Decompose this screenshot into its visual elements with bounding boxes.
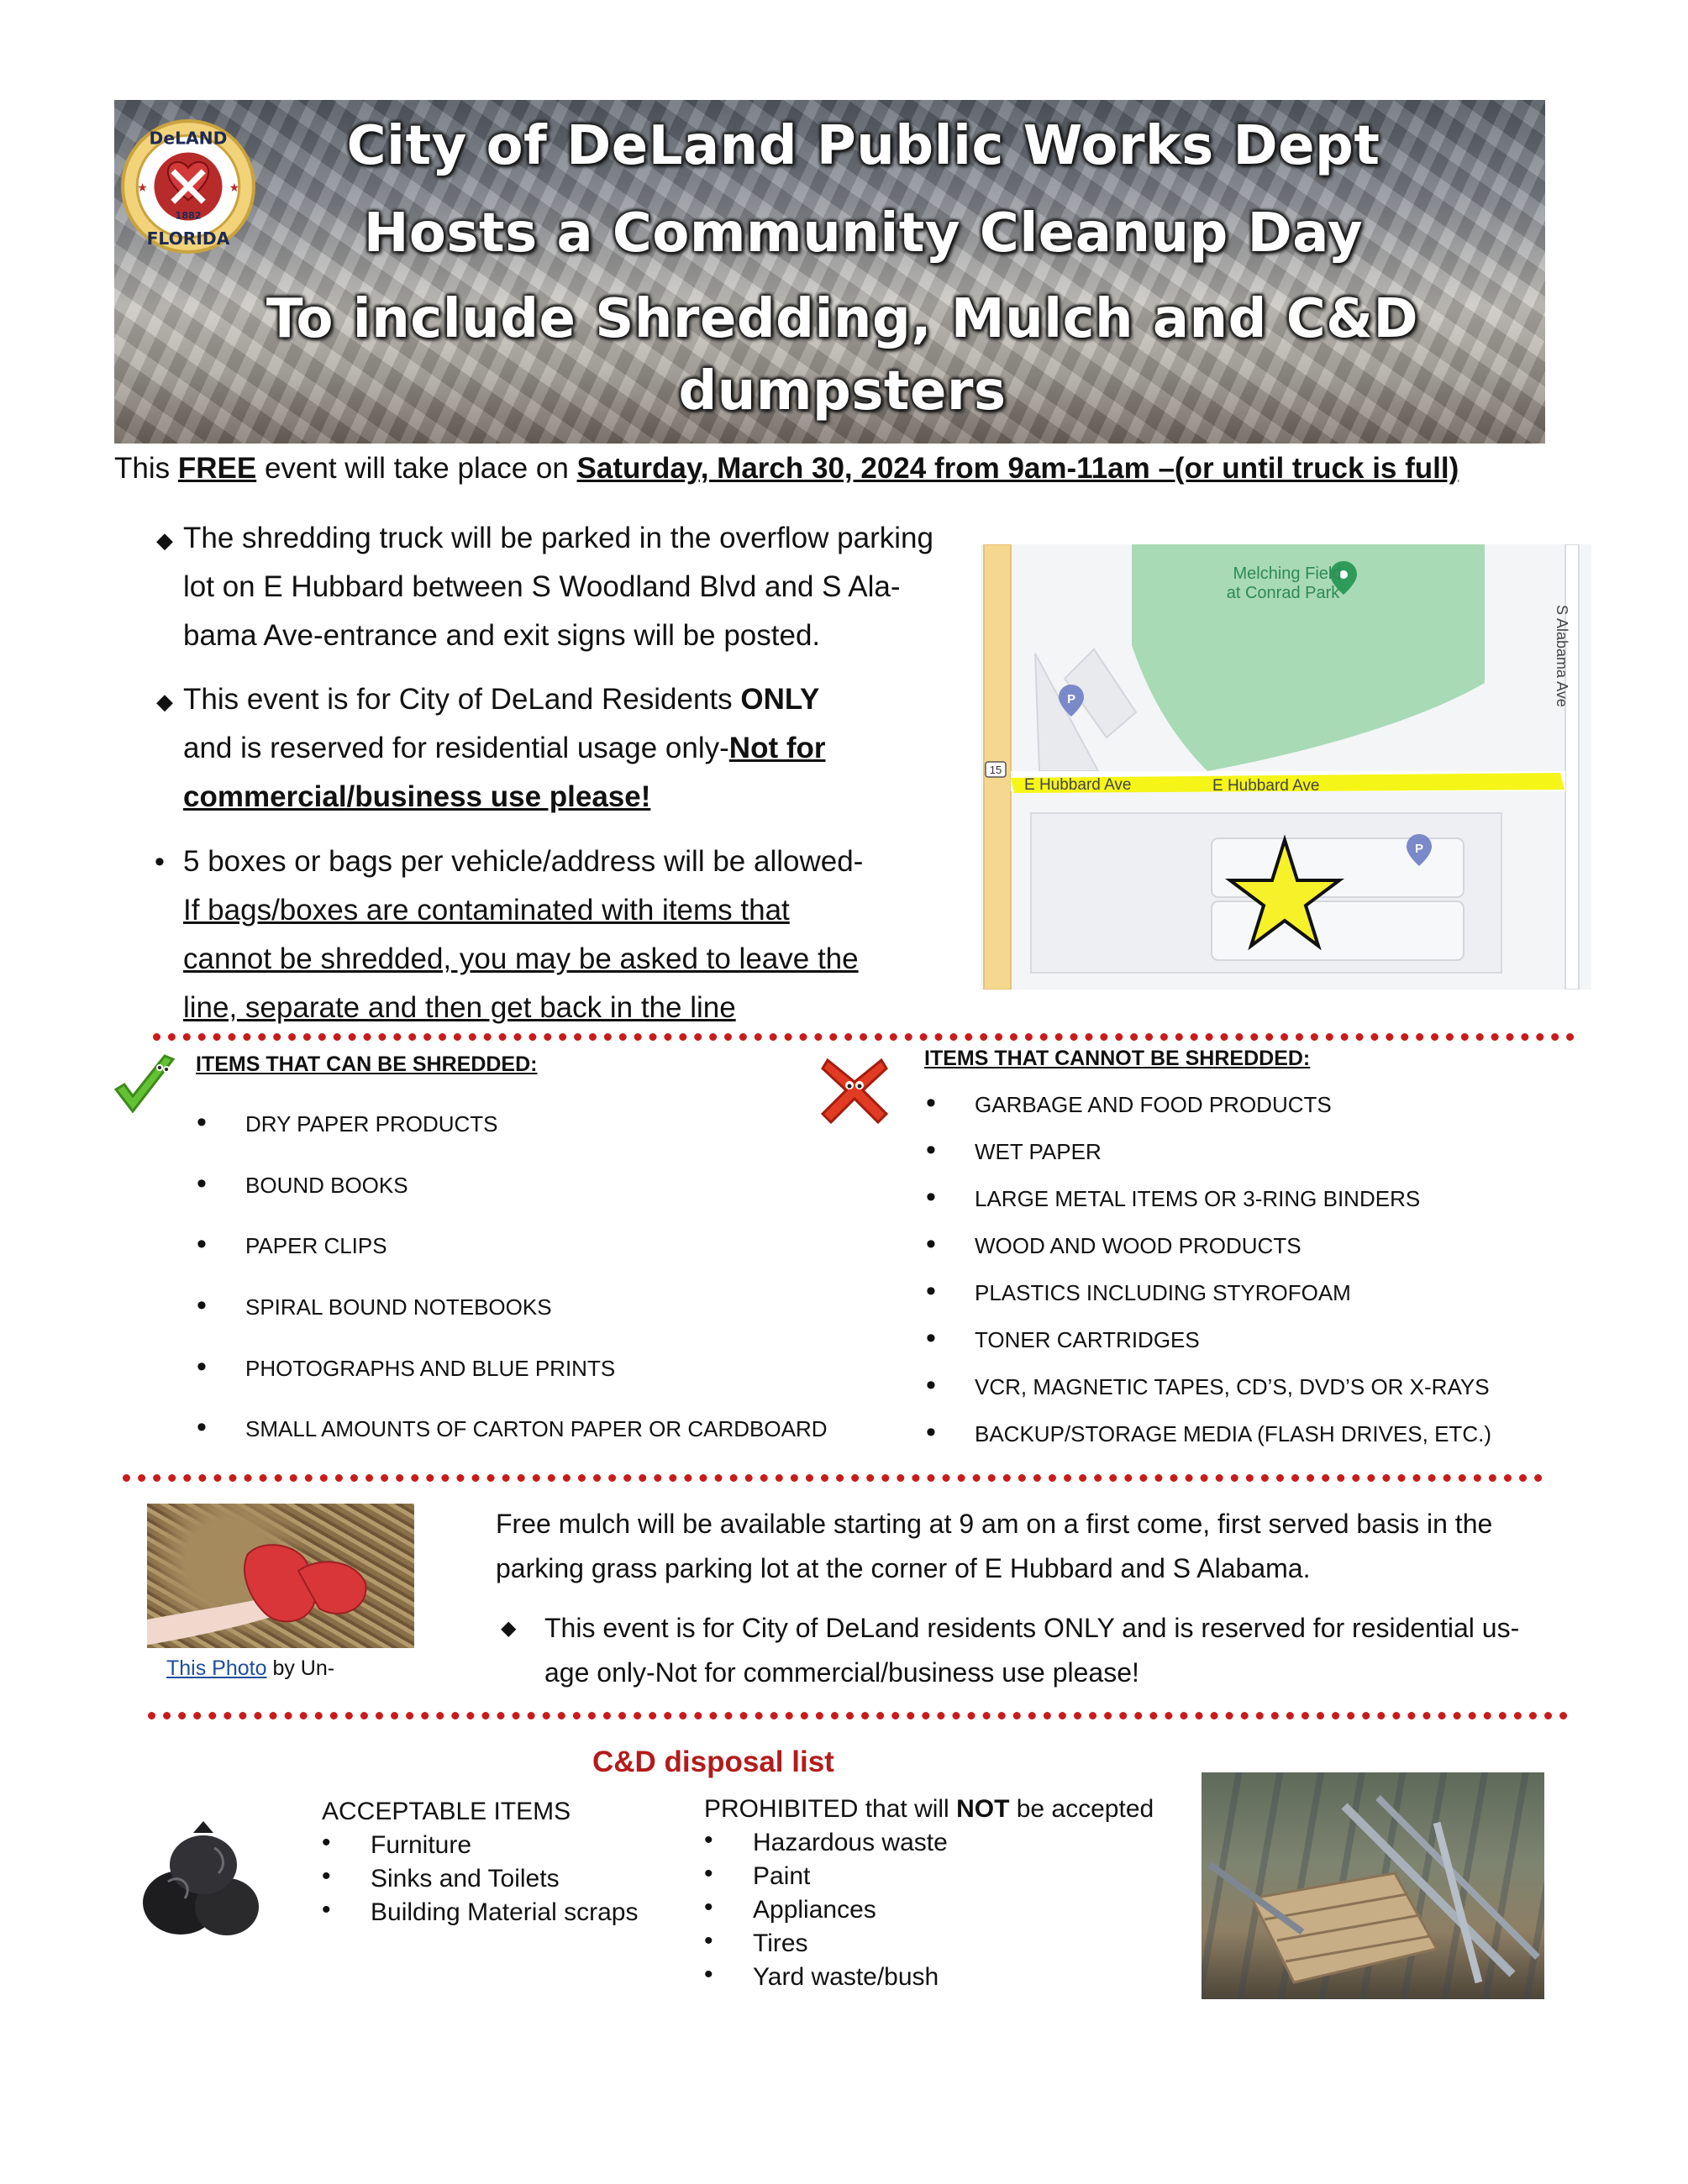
list-item: • Paint bbox=[704, 1860, 811, 1890]
event-intro bbox=[114, 452, 1459, 486]
list-item: • BACKUP/STORAGE MEDIA (FLASH DRIVES, ETC.) bbox=[926, 1416, 1491, 1448]
intro-prefix: This bbox=[114, 452, 178, 485]
intro-middle: event will take place on bbox=[256, 452, 577, 485]
list-item: • Hazardous waste bbox=[704, 1826, 948, 1856]
list-item: • Building Material scraps bbox=[322, 1896, 639, 1926]
banner-line-2: Hosts a Community Cleanup Day bbox=[363, 202, 1364, 265]
list-item: • Furniture bbox=[322, 1829, 472, 1859]
list-item: • Yard waste/bush bbox=[704, 1961, 939, 1991]
list-item: • Tires bbox=[704, 1927, 808, 1957]
mulch-photo bbox=[147, 1504, 414, 1648]
can-shred-heading: ITEMS THAT CAN BE SHREDDED: bbox=[196, 1053, 538, 1076]
dotted-divider bbox=[148, 1712, 1568, 1719]
list-item: • Appliances bbox=[704, 1893, 876, 1924]
dotted-divider bbox=[123, 1474, 1543, 1482]
photo-link[interactable]: This Photo bbox=[166, 1656, 267, 1680]
prohibited-heading: PROHIBITED that will NOT be accepted bbox=[704, 1795, 1154, 1823]
bullet-3-line-3: cannot be shredded, you may be asked to leave the bbox=[183, 942, 859, 975]
trash-bags-icon bbox=[134, 1814, 260, 1940]
list-item: • WET PAPER bbox=[926, 1134, 1102, 1166]
park-label-1: Melching Field bbox=[1233, 564, 1342, 583]
bullet-1-line-3: bama Ave-entrance and exit signs will be posted. bbox=[183, 619, 821, 652]
list-item: • SMALL AMOUNTS OF CARTON PAPER OR CARDBOARD bbox=[197, 1411, 828, 1443]
event-date: Saturday, March 30, 2024 from 9am-11am –(or until truck is full) bbox=[576, 452, 1459, 485]
location-map bbox=[981, 544, 1591, 990]
list-item: • LARGE METAL ITEMS OR 3-RING BINDERS bbox=[926, 1181, 1421, 1213]
street-label-vertical: S Alabama Ave bbox=[1554, 605, 1570, 707]
bullet-2-line-1: This event is for City of DeLand Residents ONLY bbox=[183, 683, 820, 716]
acceptable-heading: ACCEPTABLE ITEMS bbox=[322, 1798, 571, 1825]
list-item: • SPIRAL BOUND NOTEBOOKS bbox=[197, 1289, 552, 1321]
bullet-2-line-3: commercial/business use please! bbox=[183, 780, 651, 813]
park-label-2: at Conrad Park bbox=[1226, 584, 1340, 602]
checkmark-icon bbox=[111, 1053, 180, 1121]
list-item: • DRY PAPER PRODUCTS bbox=[197, 1106, 498, 1138]
list-item: • PAPER CLIPS bbox=[197, 1228, 387, 1260]
parking-letter-2: P bbox=[1414, 842, 1424, 856]
cannot-shred-heading: ITEMS THAT CANNOT BE SHREDDED: bbox=[924, 1047, 1311, 1070]
street-label-left: E Hubbard Ave bbox=[1024, 776, 1132, 794]
list-item: • GARBAGE AND FOOD PRODUCTS bbox=[926, 1087, 1332, 1119]
list-item: • VCR, MAGNETIC TAPES, CD’S, DVD’S OR X-RAYS bbox=[926, 1369, 1490, 1401]
bullet-3-line-4: line, separate and then get back in the line bbox=[183, 991, 736, 1024]
bullet-residents-only: ◆ This event is for City of DeLand Residents ONLY and is reserved for residential usage only-Not for commercial/business use please! bbox=[183, 675, 973, 822]
cd-title: C&D disposal list bbox=[592, 1746, 834, 1778]
banner-line-3: To include Shredding, Mulch and C&D bbox=[266, 288, 1419, 350]
intro-free: FREE bbox=[177, 452, 257, 485]
route-badge: 15 bbox=[989, 764, 1002, 776]
list-item: • TONER CARTRIDGES bbox=[926, 1322, 1200, 1354]
svg-text:★: ★ bbox=[229, 181, 240, 196]
bullet-2-line-2: and is reserved for residential usage only-Not for bbox=[183, 732, 826, 764]
debris-photo bbox=[1202, 1772, 1544, 1999]
seal-bottom-text: FLORIDA bbox=[146, 228, 230, 249]
svg-text:★: ★ bbox=[137, 181, 148, 196]
seal-year: 1882 bbox=[175, 210, 202, 222]
header-banner bbox=[114, 100, 1545, 444]
seal-top-text: DeLAND bbox=[149, 128, 228, 149]
photo-credit: This Photo by Un- bbox=[166, 1656, 335, 1680]
bullet-truck-location: ◆ The shredding truck will be parked in the overflow parking lot on E Hubbard between S Woodland Blvd and S Ala- bama Ave-entrance and exit signs will be posted. bbox=[183, 514, 973, 660]
bullet-1-line-1: The shredding truck will be parked in the overflow parking bbox=[183, 522, 933, 554]
banner-line-4: dumpsters bbox=[678, 360, 1007, 423]
list-item: • PHOTOGRAPHS AND BLUE PRINTS bbox=[197, 1351, 616, 1383]
parking-letter-1: P bbox=[1066, 692, 1076, 706]
bullet-3-line-1: 5 boxes or bags per vehicle/address will be allowed- bbox=[183, 845, 864, 878]
red-x-icon bbox=[819, 1055, 890, 1126]
list-item: • PLASTICS INCLUDING STYROFOAM bbox=[926, 1275, 1351, 1307]
list-item: • BOUND BOOKS bbox=[197, 1168, 408, 1200]
street-label-right: E Hubbard Ave bbox=[1212, 777, 1320, 795]
mulch-bullet: ◆ This event is for City of DeLand residents ONLY and is reserved for residential us- age only-Not for commercial/business use please! bbox=[501, 1613, 1520, 1688]
mulch-paragraph: Free mulch will be available starting at 9 am on a first come, first served basis in the parking grass parking lot at the corner of E Hubbard and S Alabama. bbox=[496, 1509, 1493, 1583]
bullet-box-limit: • 5 boxes or bags per vehicle/address will be allowed- If bags/boxes are contaminated with items that cannot be shredded, you may be asked to leave the line, separate and then get back in the line bbox=[183, 837, 973, 1032]
dotted-divider bbox=[153, 1033, 1575, 1041]
list-item: • Sinks and Toilets bbox=[322, 1862, 560, 1893]
bullet-1-line-2: lot on E Hubbard between S Woodland Blvd and S Ala- bbox=[183, 570, 901, 603]
bullet-3-line-2: If bags/boxes are contaminated with items that bbox=[183, 894, 790, 927]
list-item: • WOOD AND WOOD PRODUCTS bbox=[926, 1228, 1301, 1260]
banner-line-1: City of DeLand Public Works Dept bbox=[346, 115, 1380, 177]
